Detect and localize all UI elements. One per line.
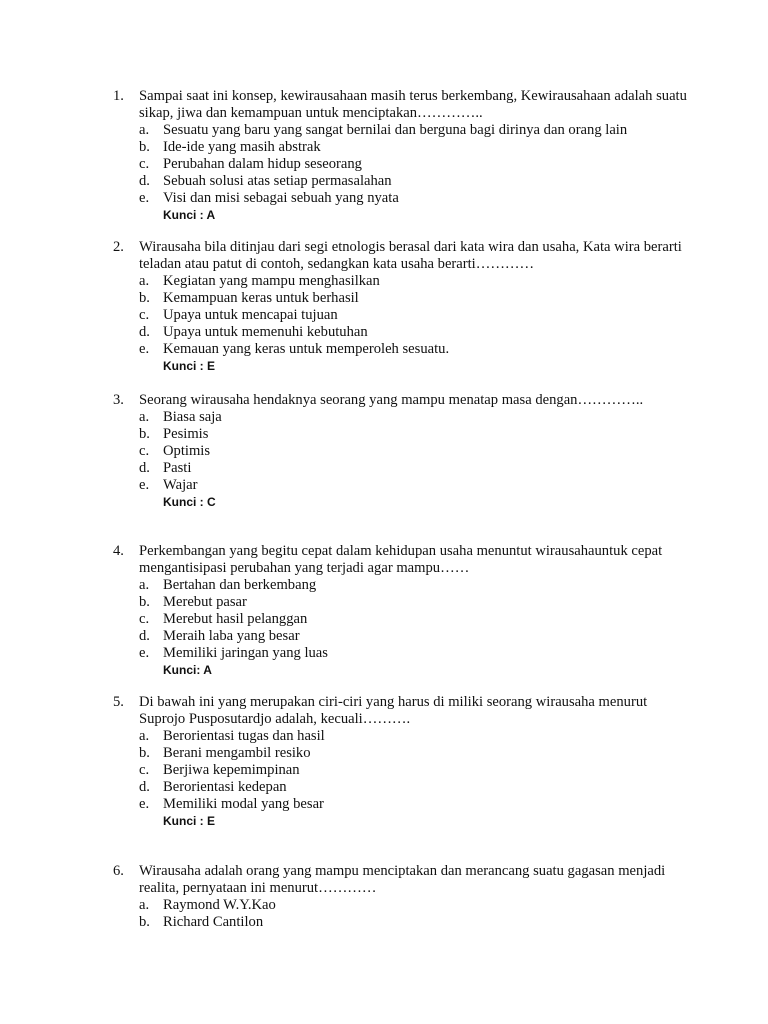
option-list (139, 122, 693, 207)
option-letter: c. (139, 610, 150, 627)
option-a (139, 409, 693, 426)
option-text: Berorientasi kedepan (163, 778, 287, 795)
question-text (113, 863, 693, 897)
question-number: 3. (113, 392, 124, 408)
option-letter: e. (139, 644, 150, 661)
option-letter: a. (139, 273, 150, 289)
option-letter: e. (139, 476, 150, 493)
option-text: Pasti (163, 459, 192, 476)
option-b (139, 745, 693, 762)
option-letter: b. (139, 913, 150, 930)
option-e (139, 796, 693, 813)
option-text: Berorientasi tugas dan hasil (163, 728, 325, 744)
option-text: Memiliki modal yang besar (163, 795, 324, 812)
option-text: Biasa saja (163, 409, 222, 425)
question-number: 6. (113, 863, 124, 879)
option-letter: c. (139, 442, 150, 459)
option-letter: d. (139, 459, 150, 476)
option-e (139, 645, 693, 662)
option-letter: d. (139, 323, 150, 340)
option-letter: a. (139, 409, 150, 425)
option-text: Kemauan yang keras untuk memperoleh sesuatu. (163, 340, 450, 357)
option-c (139, 156, 693, 173)
option-letter: e. (139, 340, 150, 357)
answer-key: Kunci : E (163, 813, 216, 828)
question-text (113, 543, 693, 577)
option-e (139, 190, 693, 207)
option-text: Berjiwa kepemimpinan (163, 761, 300, 778)
option-c (139, 762, 693, 779)
option-text: Visi dan misi sebagai sebuah yang nyata (163, 189, 399, 206)
answer-key: Kunci : E (163, 358, 216, 373)
option-list (139, 577, 693, 662)
answer-key: Kunci: A (163, 662, 212, 677)
option-c (139, 307, 693, 324)
option-text: Meraih laba yang besar (163, 627, 300, 644)
option-letter: a. (139, 122, 150, 138)
option-letter: b. (139, 593, 150, 610)
option-letter: d. (139, 627, 150, 644)
option-text: Ide-ide yang masih abstrak (163, 138, 321, 155)
question-2 (113, 239, 693, 374)
option-b (139, 139, 693, 156)
option-a (139, 897, 693, 914)
option-e (139, 477, 693, 494)
option-a (139, 577, 693, 594)
option-letter: b. (139, 744, 150, 761)
option-text: Kegiatan yang mampu menghasilkan (163, 273, 380, 289)
option-b (139, 594, 693, 611)
question-1 (113, 88, 693, 223)
option-d (139, 173, 693, 190)
question-6 (113, 863, 693, 931)
option-text: Kemampuan keras untuk berhasil (163, 289, 359, 306)
option-list (139, 728, 693, 813)
option-d (139, 324, 693, 341)
option-d (139, 779, 693, 796)
question-text (113, 694, 693, 728)
option-letter: a. (139, 728, 150, 744)
option-text: Perubahan dalam hidup seseorang (163, 155, 362, 172)
option-letter: e. (139, 189, 150, 206)
option-letter: d. (139, 778, 150, 795)
question-3 (113, 392, 693, 510)
option-list (139, 409, 693, 494)
option-letter: d. (139, 172, 150, 189)
option-a (139, 728, 693, 745)
question-body: Perkembangan yang begitu cepat dalam kehidupan usaha menuntut wirausahauntuk cepat mengantisipasi perubahan yang terjadi agar mampu…… (139, 543, 663, 576)
option-a (139, 273, 693, 290)
question-body: Seorang wirausaha hendaknya seorang yang mampu menatap masa dengan………….. (139, 392, 644, 408)
question-body: Wirausaha bila ditinjau dari segi etnologis berasal dari kata wira dan usaha, Kata wira berarti teladan atau patut di contoh, sedangkan kata usaha berarti………… (139, 239, 682, 272)
option-text: Sesuatu yang baru yang sangat bernilai dan berguna bagi dirinya dan orang lain (163, 122, 628, 138)
option-text: Upaya untuk memenuhi kebutuhan (163, 323, 368, 340)
question-body: Wirausaha adalah orang yang mampu menciptakan dan merancang suatu gagasan menjadi realita, pernyataan ini menurut………… (139, 863, 666, 896)
option-text: Merebut hasil pelanggan (163, 610, 308, 627)
question-body: Sampai saat ini konsep, kewirausahaan masih terus berkembang, Kewirausahaan adalah suatu sikap, jiwa dan kemampuan untuk menciptakan………….. (139, 88, 687, 121)
option-letter: b. (139, 289, 150, 306)
option-d (139, 460, 693, 477)
question-text (113, 239, 693, 273)
option-text: Upaya untuk mencapai tujuan (163, 306, 338, 323)
question-4 (113, 543, 693, 678)
option-text: Merebut pasar (163, 593, 247, 610)
option-c (139, 443, 693, 460)
question-body: Di bawah ini yang merupakan ciri-ciri yang harus di miliki seorang wirausaha menurut Suprojo Pusposutardjo adalah, kecuali………. (139, 694, 648, 727)
option-text: Berani mengambil resiko (163, 744, 311, 761)
option-b (139, 426, 693, 443)
option-letter: c. (139, 761, 150, 778)
option-b (139, 914, 693, 931)
option-letter: a. (139, 577, 150, 593)
option-text: Sebuah solusi atas setiap permasalahan (163, 172, 392, 189)
option-letter: e. (139, 795, 150, 812)
answer-key: Kunci : C (163, 494, 216, 509)
option-letter: c. (139, 155, 150, 172)
question-text (113, 88, 693, 122)
question-text (113, 392, 693, 409)
option-text: Pesimis (163, 425, 209, 442)
question-number: 2. (113, 239, 124, 255)
option-text: Memiliki jaringan yang luas (163, 644, 328, 661)
option-e (139, 341, 693, 358)
answer-key: Kunci : A (163, 207, 216, 222)
question-number: 1. (113, 88, 124, 104)
option-d (139, 628, 693, 645)
option-letter: a. (139, 897, 150, 913)
option-list (139, 273, 693, 358)
question-number: 4. (113, 543, 124, 559)
option-text: Optimis (163, 442, 211, 459)
option-letter: c. (139, 306, 150, 323)
option-b (139, 290, 693, 307)
question-number: 5. (113, 694, 124, 710)
option-text: Wajar (163, 476, 198, 493)
option-text: Richard Cantilon (163, 913, 264, 930)
option-c (139, 611, 693, 628)
option-letter: b. (139, 138, 150, 155)
question-5 (113, 694, 693, 829)
option-a (139, 122, 693, 139)
option-text: Raymond W.Y.Kao (163, 897, 276, 913)
option-letter: b. (139, 425, 150, 442)
option-list (139, 897, 693, 931)
option-text: Bertahan dan berkembang (163, 577, 317, 593)
